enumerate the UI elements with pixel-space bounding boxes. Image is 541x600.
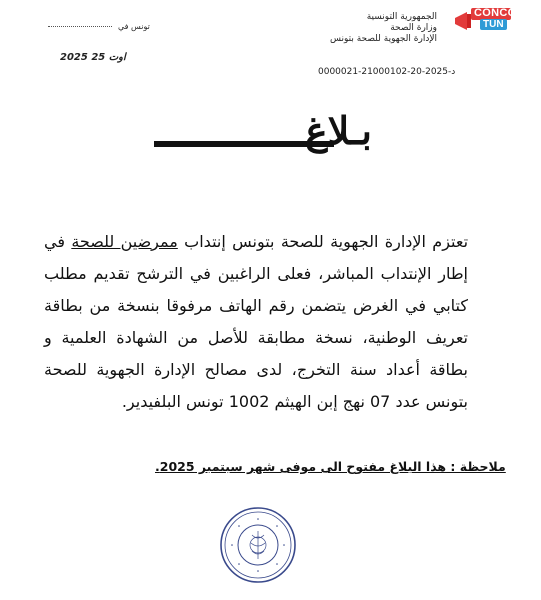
ministry-header bbox=[330, 12, 437, 45]
body-intro: تعتزم الإدارة الجهوية للصحة بتونس إنتداب bbox=[184, 232, 469, 251]
date-dotted-line bbox=[48, 26, 112, 27]
announcement-body bbox=[44, 226, 468, 418]
ministry-line: وزارة الصحة bbox=[390, 23, 437, 33]
reference-number: د-2025-20-21000102-0000021 bbox=[318, 67, 456, 77]
handwritten-date: 2025 اوت 25 bbox=[60, 52, 126, 63]
ministry-line: الجمهورية التونسية bbox=[366, 12, 437, 22]
body-highlight: ممرضين للصحة bbox=[71, 232, 178, 251]
title-block bbox=[140, 108, 380, 164]
page-title: بـلاغ bbox=[304, 108, 372, 153]
body-text: في إطار الإنتداب المباشر، فعلى الراغبين في الترشح تقديم مطلب كتابي في الغرض يتضمن رقم الهاتف مرفوقا بنسخة من بطاقة تعريف الوطنية، نسخة مطابقة للأصل من الشهادة العلمية و بطاقة أعداد سنة التخرج، لدى مصالح الإدارة الجهوية للصحة بتونس عدد 07 نهج إبن الهيثم 1002 تونس البلفيدير. bbox=[44, 232, 468, 411]
official-stamp-icon bbox=[218, 505, 298, 585]
logo-name: CONCOURS bbox=[474, 7, 541, 19]
closing-note: ملاحظة : هذا البلاغ مفتوح الى موفى شهر سبتمبر 2025. bbox=[155, 459, 506, 474]
logo-sub: TUN bbox=[480, 19, 507, 30]
ministry-line: الإدارة الجهوية للصحة بتونس bbox=[330, 34, 437, 44]
city-label: تونس في bbox=[118, 22, 150, 31]
